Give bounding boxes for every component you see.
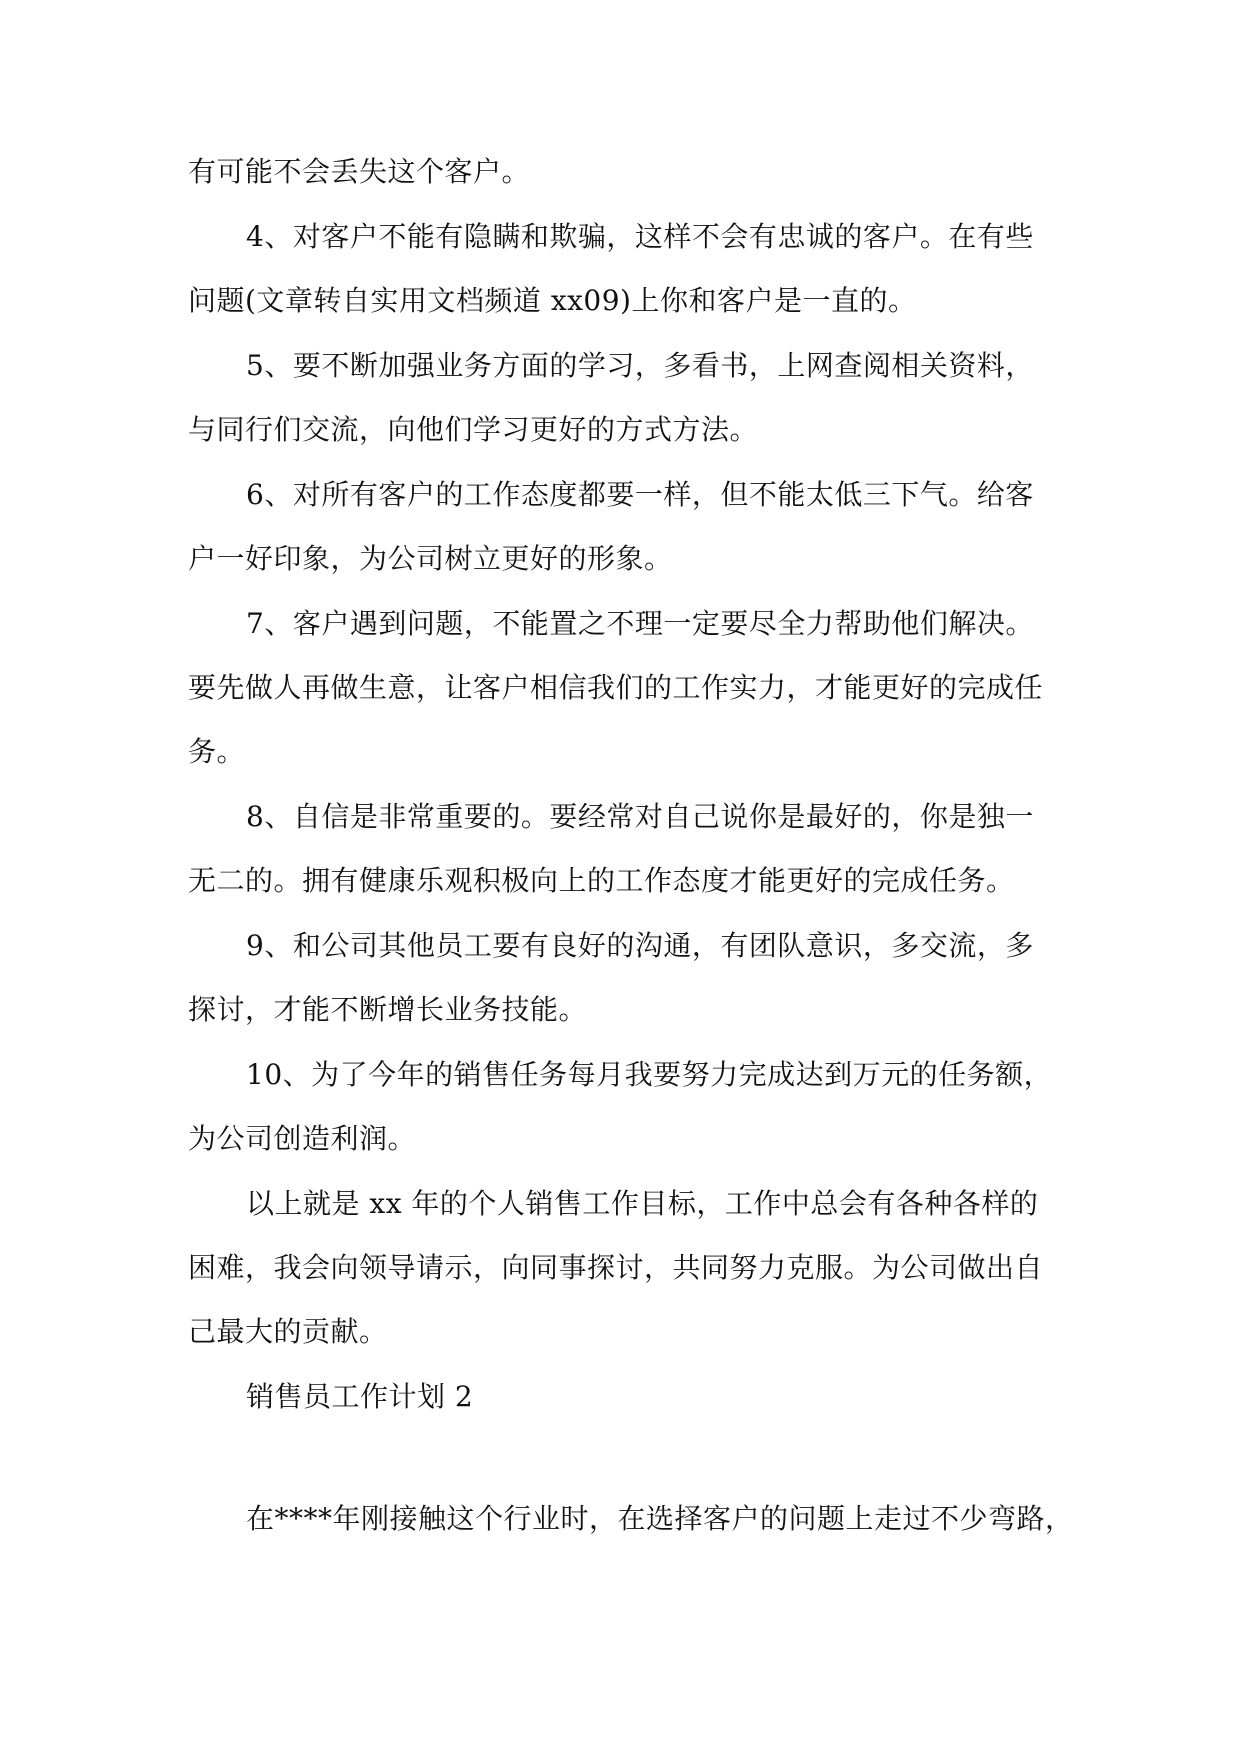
text-line: 5、要不断加强业务方面的学习，多看书，上网查阅相关资料， xyxy=(246,349,1034,382)
text-line: 9、和公司其他员工要有良好的沟通，有团队意识，多交流，多 xyxy=(246,929,1034,962)
text-line: 以上就是 xx 年的个人销售工作目标，工作中总会有各种各样的 xyxy=(246,1187,1039,1220)
text-line: 与同行们交流，向他们学习更好的方式方法。 xyxy=(188,413,759,446)
text-line: 要先做人再做生意，让客户相信我们的工作实力，才能更好的完成任 xyxy=(188,671,1044,704)
text-line: 务。 xyxy=(188,735,246,768)
section-heading: 销售员工作计划 2 xyxy=(246,1380,474,1413)
document-body xyxy=(188,155,1074,1535)
text-line: 7、客户遇到问题，不能置之不理一定要尽全力帮助他们解决。 xyxy=(246,607,1034,640)
text-line: 有可能不会丢失这个客户。 xyxy=(188,155,531,188)
text-line: 4、对客户不能有隐瞒和欺骗，这样不会有忠诚的客户。在有些 xyxy=(246,220,1034,253)
text-line: 户一好印象，为公司树立更好的形象。 xyxy=(188,542,673,575)
text-line: 己最大的贡献。 xyxy=(188,1315,388,1348)
text-line: 8、自信是非常重要的。要经常对自己说你是最好的，你是独一 xyxy=(246,800,1034,833)
text-line: 问题(文章转自实用文档频道 xx09)上你和客户是一直的。 xyxy=(188,284,917,317)
text-line: 为公司创造利润。 xyxy=(188,1122,417,1155)
text-line: 在****年刚接触这个行业时，在选择客户的问题上走过不少弯路， xyxy=(246,1502,1074,1535)
text-line: 10、为了今年的销售任务每月我要努力完成达到万元的任务额， xyxy=(246,1058,1053,1091)
text-line: 困难，我会向领导请示，向同事探讨，共同努力克服。为公司做出自 xyxy=(188,1251,1044,1284)
text-line: 6、对所有客户的工作态度都要一样，但不能太低三下气。给客 xyxy=(246,478,1034,511)
text-line: 探讨，才能不断增长业务技能。 xyxy=(188,993,588,1026)
text-line: 无二的。拥有健康乐观积极向上的工作态度才能更好的完成任务。 xyxy=(188,864,1015,897)
